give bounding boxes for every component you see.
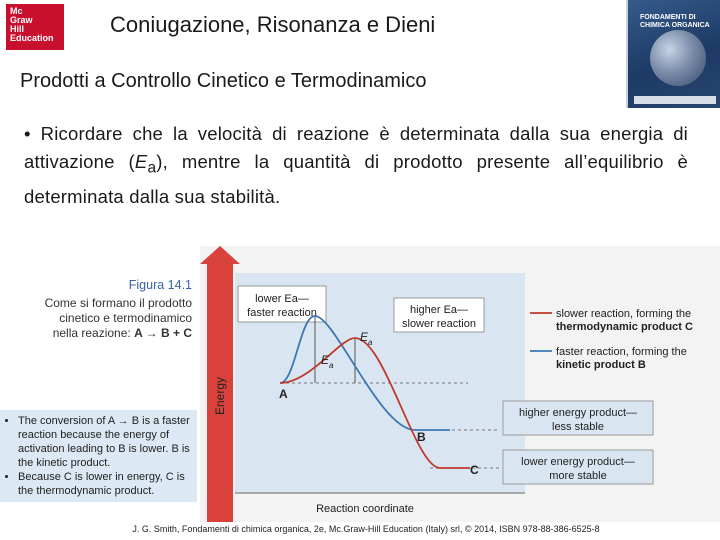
caption-line-2: cinetico e termodinamico	[59, 311, 192, 325]
bullet-text-start: Ricordare che la velocità di reazione è determinata dalla sua energia di attivazione (	[24, 123, 688, 172]
legend-red-line-2: thermodynamic product C	[556, 321, 693, 333]
slide-title: Coniugazione, Risonanza e Dieni	[110, 12, 436, 37]
side-note-item-1: • The conversion of A → B is a faster reaction because the energy of activation leading to B is lower. B is the kinetic product.	[18, 414, 197, 470]
ea-label-thermo: $E_a$	[360, 330, 373, 347]
lower-ea-line-2: faster reaction	[247, 307, 317, 319]
logo-line-3: Hill	[10, 24, 25, 34]
legend-blue-line-2: kinetic product B	[556, 359, 646, 371]
ea-symbol: E	[134, 151, 148, 172]
footer-citation: J. G. Smith, Fondamenti di chimica organica, 2e, Mc.Graw-Hill Education (Italy) srl, © 2014, ISBN 978-88-386-6525-8	[132, 524, 600, 534]
product-c-line-1: lower energy product—	[521, 456, 635, 468]
figure-label: Figura 14.1	[128, 278, 192, 292]
cover-strip	[634, 96, 716, 104]
logo-line-2: Graw	[10, 15, 33, 25]
x-axis-label: Reaction coordinate	[316, 503, 414, 515]
bullet-paragraph	[24, 120, 688, 211]
point-a-label: A	[279, 387, 288, 401]
caption-line-1: Come si formano il prodotto	[44, 296, 192, 310]
ea-label-kinetic: $E_a$	[321, 353, 334, 370]
figure-caption	[14, 296, 192, 341]
product-b-line-1: higher energy product—	[518, 407, 638, 419]
point-b-label: B	[417, 430, 426, 444]
fullerene-illustration	[650, 30, 706, 86]
y-axis-label: Energy	[213, 376, 227, 416]
product-b-line-2: less stable	[552, 421, 604, 433]
higher-ea-line-1: higher Ea—	[409, 304, 469, 316]
product-c-line-2: more stable	[549, 470, 607, 482]
bullet-marker: •	[24, 123, 31, 144]
caption-line-3: nella reazione:	[52, 326, 131, 340]
point-c-label: C	[470, 463, 479, 477]
logo-line-4: Education	[10, 33, 54, 43]
bullet-text-end: ), mentre la quantità di prodotto presente all’equilibrio è determinata dalla sua stabilità.	[24, 151, 688, 207]
mcgraw-hill-logo	[6, 4, 64, 50]
lower-ea-line-1: lower Ea—	[255, 293, 309, 305]
book-cover-title: FONDAMENTI DI CHIMICA ORGANICA	[640, 14, 710, 29]
figure-side-note	[0, 410, 197, 502]
higher-ea-line-2: slower reaction	[402, 318, 476, 330]
book-cover-image	[626, 0, 720, 108]
legend-red-line-1: slower reaction, forming the	[556, 308, 692, 320]
side-note-item-2: • Because C is lower in energy, C is the thermodynamic product.	[18, 470, 197, 498]
energy-diagram	[200, 246, 720, 522]
caption-reaction: A → B + C	[134, 326, 192, 340]
slide-subtitle: Prodotti a Controllo Cinetico e Termodinamico	[20, 70, 427, 92]
legend-blue-line-1: faster reaction, forming the	[556, 346, 687, 358]
logo-line-1: Mc	[10, 6, 23, 16]
ea-subscript: a	[147, 159, 157, 177]
